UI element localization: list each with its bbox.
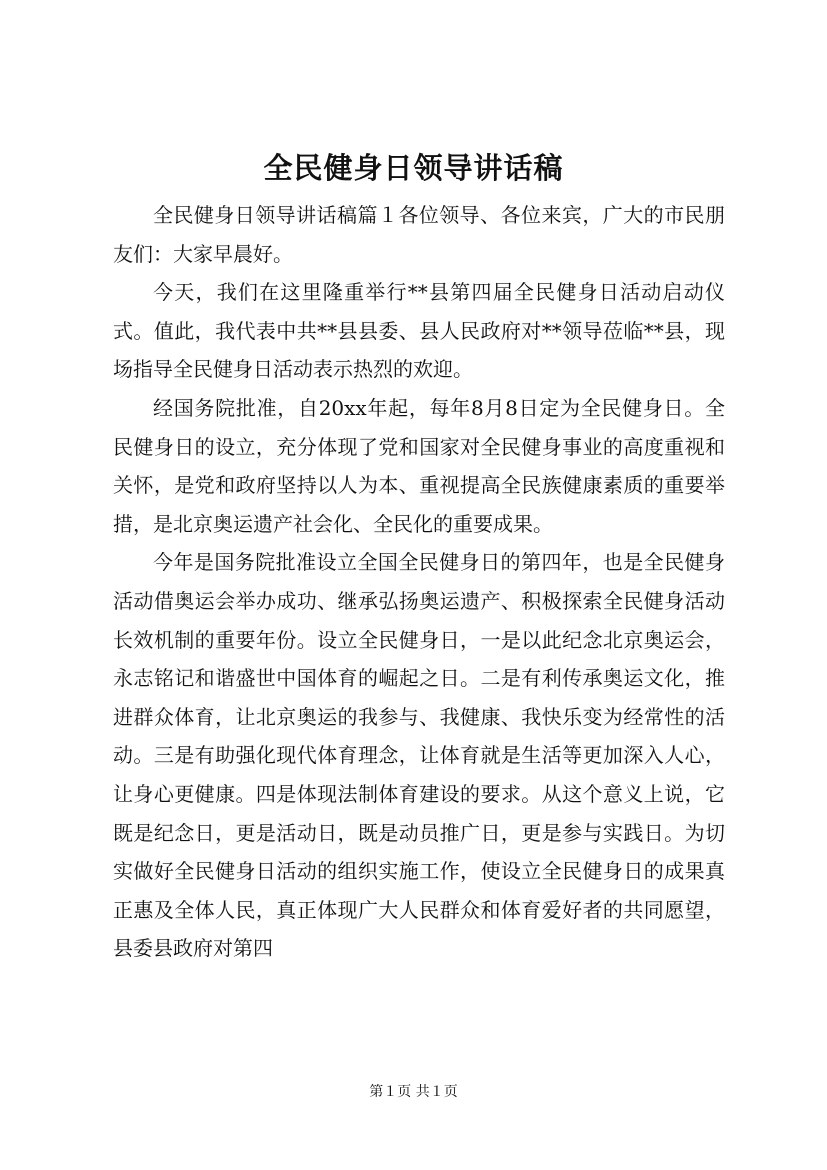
document-body [113,196,725,968]
paragraph-greeting: 全民健身日领导讲话稿篇１各位领导、各位来宾，广大的市民朋友们：大家早晨好。 [113,203,725,266]
paragraph-background: 经国务院批准，自20xx年起，每年8月8日定为全民健身日。全民健身日的设立，充分体现了党和国家对全民健身事业的高度重视和关怀，是党和政府坚持以人为本、重视提高全民族健康素质的重要举措，是北京奥运遗产社会化、全民化的重要成果。 [113,395,725,536]
paragraph-significance: 今年是国务院批准设立全国全民健身日的第四年，也是全民健身活动借奥运会举办成功、继承弘扬奥运遗产、积极探索全民健身活动长效机制的重要年份。设立全民健身日，一是以此纪念北京奥运会，永志铭记和谐盛世中国体育的崛起之日。二是有利传承奥运文化，推进群众体育，让北京奥运的我参与、我健康、我快乐变为经常性的活动。三是有助强化现代体育理念，让体育就是生活等更加深入人心，让身心更健康。四是体现法制体育建设的要求。从这个意义上说，它既是纪念日，更是活动日，既是动员推广日，更是参与实践日。为切实做好全民健身日活动的组织实施工作，使设立全民健身日的成果真正惠及全体人民，真正体现广大人民群众和体育爱好者的共同愿望，县委县政府对第四 [113,550,725,961]
paragraph-welcome: 今天，我们在这里隆重举行**县第四届全民健身日活动启动仪式。值此，我代表中共**县县委、县人民政府对**领导莅临**县，现场指导全民健身日活动表示热烈的欢迎。 [113,280,725,382]
document-title: 全民健身日领导讲话稿 [263,151,564,185]
page-number-footer: 第１页 共１页 [369,1084,458,1100]
